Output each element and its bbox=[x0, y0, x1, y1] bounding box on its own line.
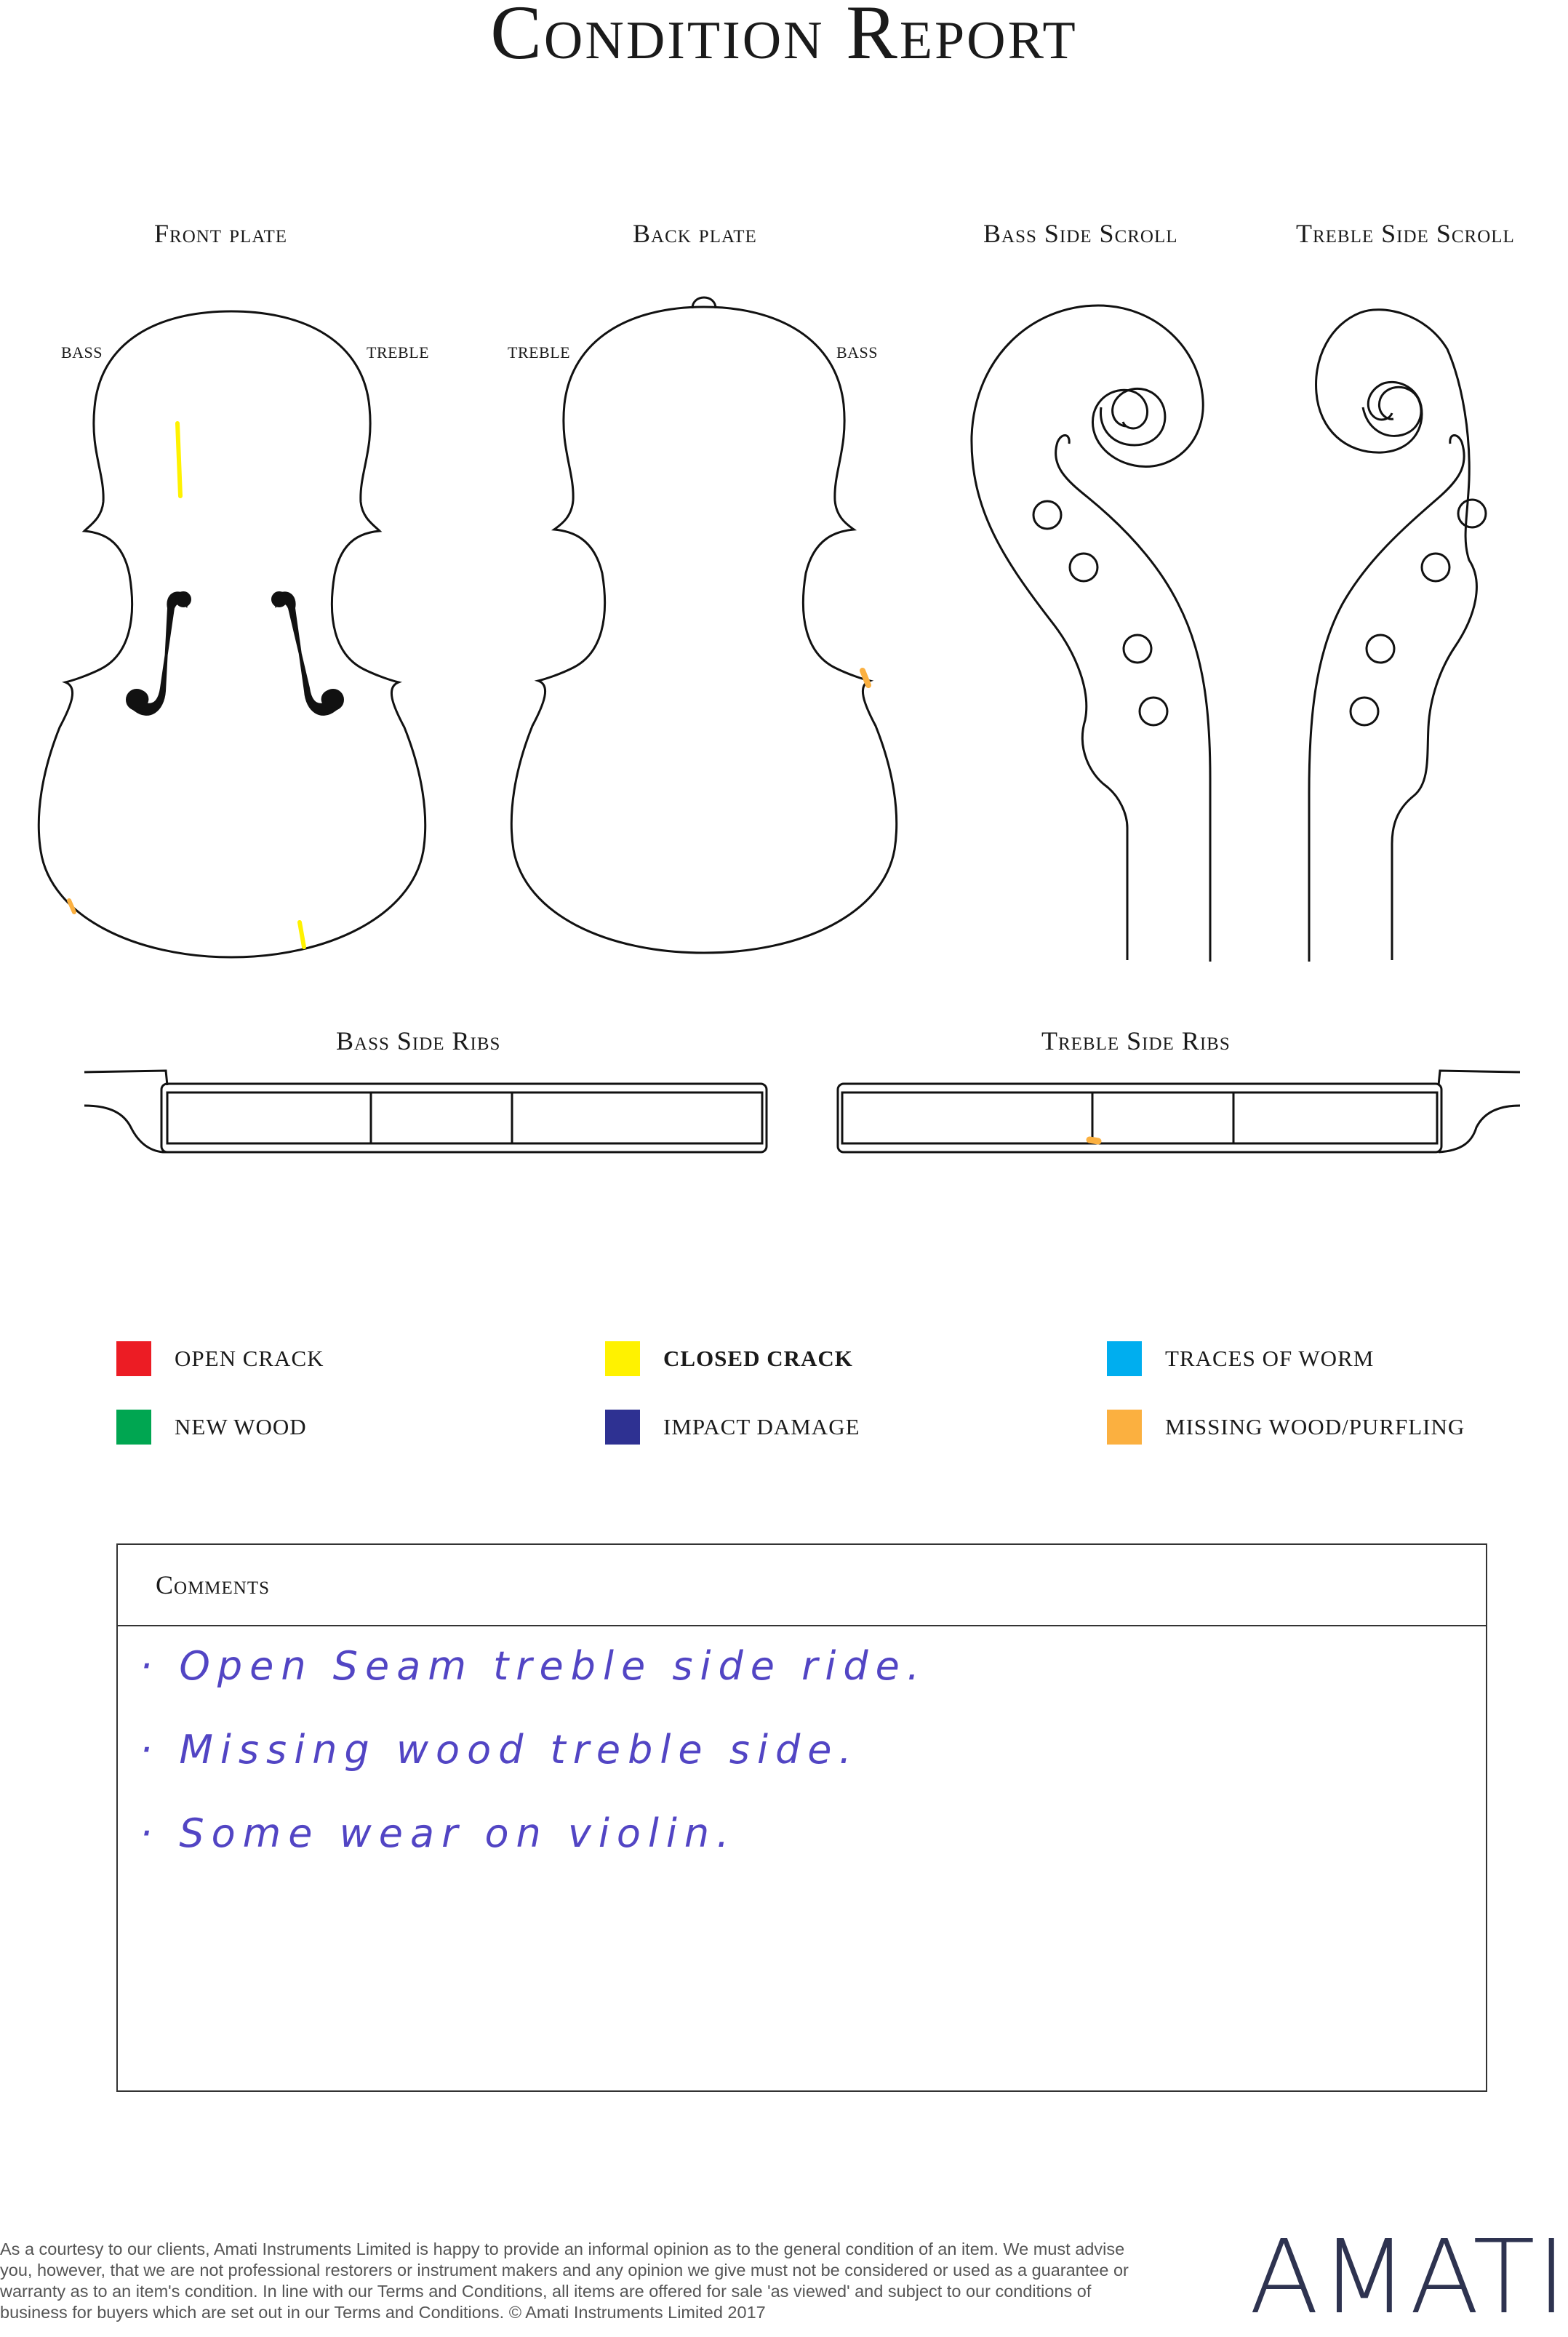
amati-logo: AMATI bbox=[1249, 2218, 1568, 2337]
back-plate-label: Back plate bbox=[633, 219, 757, 248]
front-plate-treble-label: TREBLE bbox=[367, 343, 430, 361]
front-plate-bass-label: BASS bbox=[61, 343, 103, 361]
missing-wood-mark-front bbox=[69, 900, 74, 912]
legend-item-new-wood bbox=[116, 1410, 307, 1445]
legend-label: MISSING WOOD/PURFLING bbox=[1165, 1414, 1465, 1439]
bass-side-ribs-label: Bass Side Ribs bbox=[336, 1026, 501, 1055]
legend-label: NEW WOOD bbox=[175, 1414, 307, 1439]
bass-side-ribs-diagram bbox=[84, 1071, 767, 1152]
treble-side-ribs-label: Treble Side Ribs bbox=[1041, 1026, 1231, 1055]
closed-crack-mark-lower bbox=[300, 922, 304, 947]
f-holes bbox=[127, 593, 343, 714]
comment-line: · Some wear on violin. bbox=[140, 1810, 737, 1856]
front-plate-label: Front plate bbox=[154, 219, 288, 248]
legend-swatch bbox=[116, 1410, 151, 1445]
legend-swatch bbox=[605, 1341, 640, 1376]
missing-wood-mark-ribs bbox=[1089, 1140, 1098, 1141]
legend-label: TRACES OF WORM bbox=[1165, 1346, 1375, 1371]
legend-swatch bbox=[1107, 1341, 1142, 1376]
legend-label: OPEN CRACK bbox=[175, 1346, 324, 1371]
legend-label: IMPACT DAMAGE bbox=[663, 1414, 860, 1439]
front-plate-diagram bbox=[39, 311, 425, 957]
page-title: Condition Report bbox=[490, 0, 1078, 75]
disclaimer-text: As a courtesy to our clients, Amati Instruments Limited is happy to provide an informal opinion as to the general condition of an item. We must advise you, however, that we are not professional restorers or instrument makers and any opinion we give must not be considered or used as a guarantee or warranty as to an item's condition. In line with our Terms and Conditions, all items are offered for sale 'as viewed' and subject to our conditions of business for buyers which are set out in our Terms and Conditions. © Amati Instruments Limited 2017 bbox=[0, 2240, 1129, 2322]
legend-item-traces-of-worm bbox=[1107, 1341, 1374, 1376]
treble-side-scroll-diagram bbox=[1309, 310, 1486, 962]
comment-line: · Open Seam treble side ride. bbox=[140, 1643, 927, 1689]
legend-item-missing-wood-purfling bbox=[1107, 1410, 1465, 1445]
back-plate-bass-label: BASS bbox=[836, 343, 879, 361]
bass-side-scroll-label: Bass Side Scroll bbox=[983, 219, 1178, 248]
legend-swatch bbox=[605, 1410, 640, 1445]
comment-line: · Missing wood treble side. bbox=[140, 1727, 859, 1773]
back-plate-diagram bbox=[511, 297, 896, 953]
closed-crack-mark-upper bbox=[177, 423, 180, 496]
back-plate-treble-label: TREBLE bbox=[508, 343, 571, 361]
legend-label: CLOSED CRACK bbox=[663, 1346, 853, 1371]
legend-swatch bbox=[116, 1341, 151, 1376]
comments-header bbox=[118, 1545, 1486, 1626]
legend-swatch bbox=[1107, 1410, 1142, 1445]
treble-side-scroll-label: Treble Side Scroll bbox=[1296, 219, 1515, 248]
treble-side-ribs-diagram bbox=[838, 1071, 1520, 1152]
legend-item-closed-crack bbox=[605, 1341, 853, 1376]
legend-item-open-crack bbox=[116, 1341, 324, 1376]
comments-box bbox=[116, 1543, 1487, 2092]
bass-side-scroll-diagram bbox=[972, 305, 1210, 962]
legend-item-impact-damage bbox=[605, 1410, 860, 1445]
comments-label: Comments bbox=[156, 1570, 271, 1599]
missing-wood-mark-back bbox=[863, 671, 868, 685]
